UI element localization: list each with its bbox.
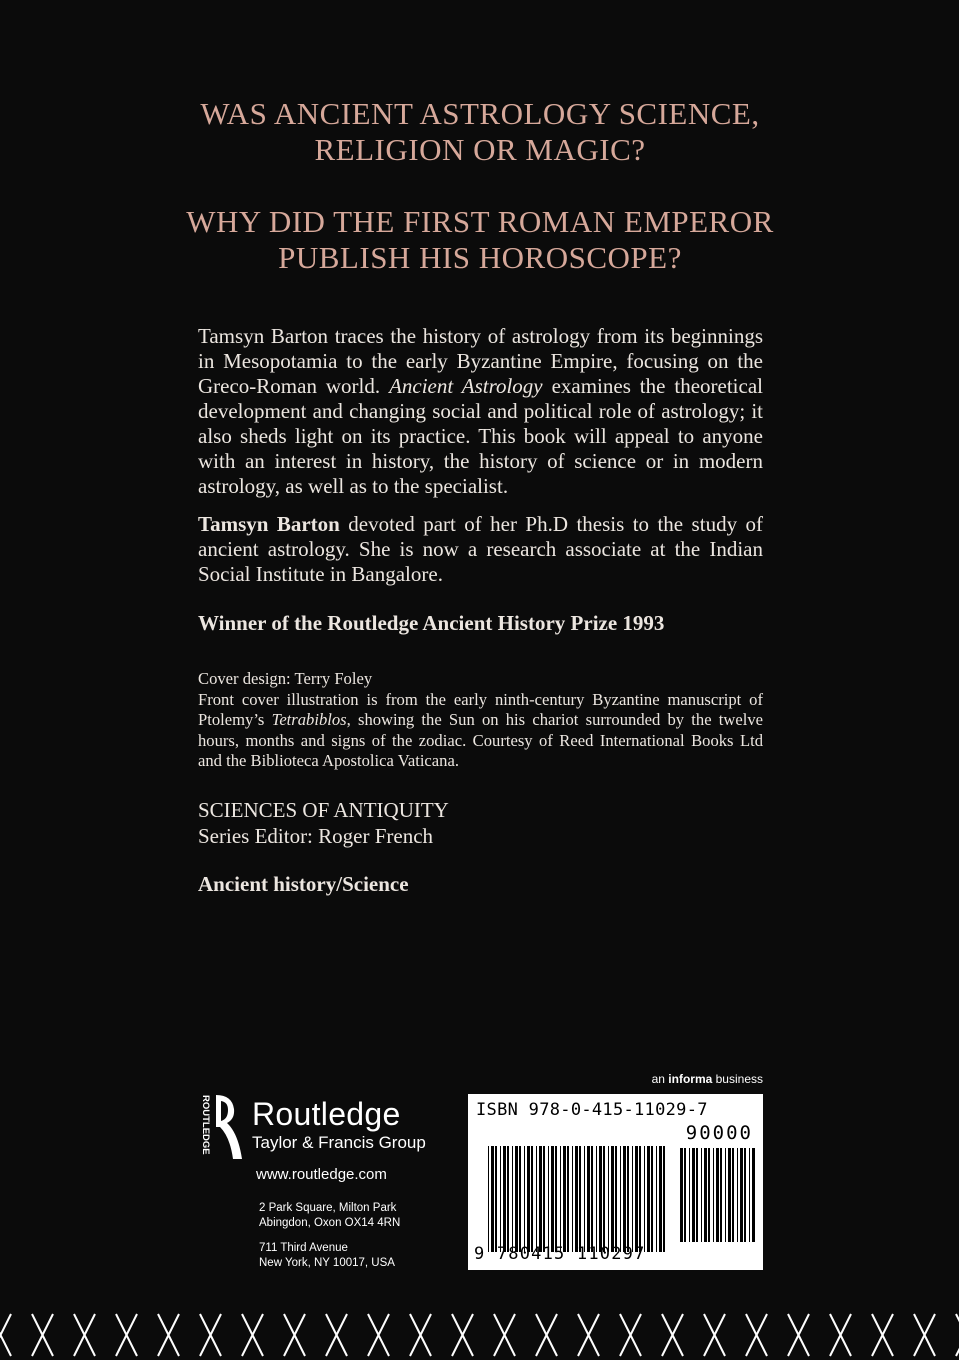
subject-category: Ancient history/Science (198, 872, 409, 896)
illustration-credit-start: Front cover illustration is from the early ninth-century Byzantine manuscript of Ptolemy’s (198, 689, 763, 729)
manuscript-title: Tetrabiblos (271, 710, 347, 729)
decorative-zigzag-border (0, 1310, 959, 1360)
headline-1-line-2: RELIGION OR MAGIC? (314, 132, 646, 167)
informa-prefix: an (651, 1072, 669, 1086)
headline-2-line-1: WHY DID THE FIRST ROMAN EMPEROR (186, 204, 774, 239)
informa-name: informa (668, 1072, 713, 1086)
address-uk (259, 1201, 400, 1231)
address-us-line-2: New York, NY 10017, USA (259, 1257, 395, 1269)
publisher-brand (252, 1096, 426, 1154)
author-bio (198, 512, 763, 587)
author-name: Tamsyn Barton (198, 512, 340, 536)
headline-2-line-2: PUBLISH HIS HOROSCOPE? (278, 240, 682, 275)
informa-suffix: business (712, 1072, 763, 1086)
price-code: 90000 (685, 1122, 753, 1144)
address-us-line-1: 711 Third Avenue (259, 1242, 348, 1254)
publisher-name: Routledge (252, 1096, 401, 1132)
series-editor: Series Editor: Roger French (198, 824, 434, 848)
prize-statement: Winner of the Routledge Ancient History Prize 1993 (198, 611, 665, 635)
ean-digits: 9 780415 110297 (474, 1244, 646, 1264)
headline-1-line-1: WAS ANCIENT ASTROLOGY SCIENCE, (200, 96, 760, 131)
informa-tagline (652, 1072, 763, 1086)
barcode-panel (468, 1094, 763, 1270)
routledge-logo-text: ROUTLEDGE (200, 1095, 211, 1155)
cover-design-credit: Cover design: Terry Foley (198, 669, 373, 688)
book-title: Ancient Astrology (389, 374, 543, 398)
isbn-number: ISBN 978-0-415-11029-7 (476, 1100, 708, 1120)
headline-question-1 (150, 96, 810, 168)
publisher-url[interactable]: www.routledge.com (256, 1166, 387, 1183)
book-description (198, 324, 763, 499)
routledge-logo-icon (194, 1093, 244, 1161)
address-us (259, 1241, 395, 1271)
headline-question-2 (150, 204, 810, 276)
address-uk-line-1: 2 Park Square, Milton Park (259, 1202, 397, 1214)
illustration-credit-end: , showing the Sun on his chariot surrounded by the twelve hours, months and signs of the zodiac. Courtesy of Reed International Books Ltd and the Biblioteca Apostolica Vaticana. (198, 710, 764, 770)
publisher-group: Taylor & Francis Group (252, 1133, 426, 1152)
description-text-end: examines the theoretical development and changing social and political role of astrology; it also sheds light on its practice. This book will appeal to anyone with an interest in history, the history of science or in modern astrology, as well as to the specialist. (198, 374, 763, 498)
description-text-start: Tamsyn Barton traces the history of astrology from its beginnings in Mesopotamia to the early Byzantine Empire, focusing on the Greco-Roman world. (198, 324, 763, 398)
cover-credits (198, 669, 763, 772)
series-info (198, 797, 449, 849)
series-name: SCIENCES OF ANTIQUITY (198, 798, 449, 822)
address-uk-line-2: Abingdon, Oxon OX14 4RN (259, 1217, 401, 1229)
author-bio-text: devoted part of her Ph.D thesis to the study of ancient astrology. She is now a research associate at the Indian Social Institute in Bangalore. (198, 512, 763, 586)
